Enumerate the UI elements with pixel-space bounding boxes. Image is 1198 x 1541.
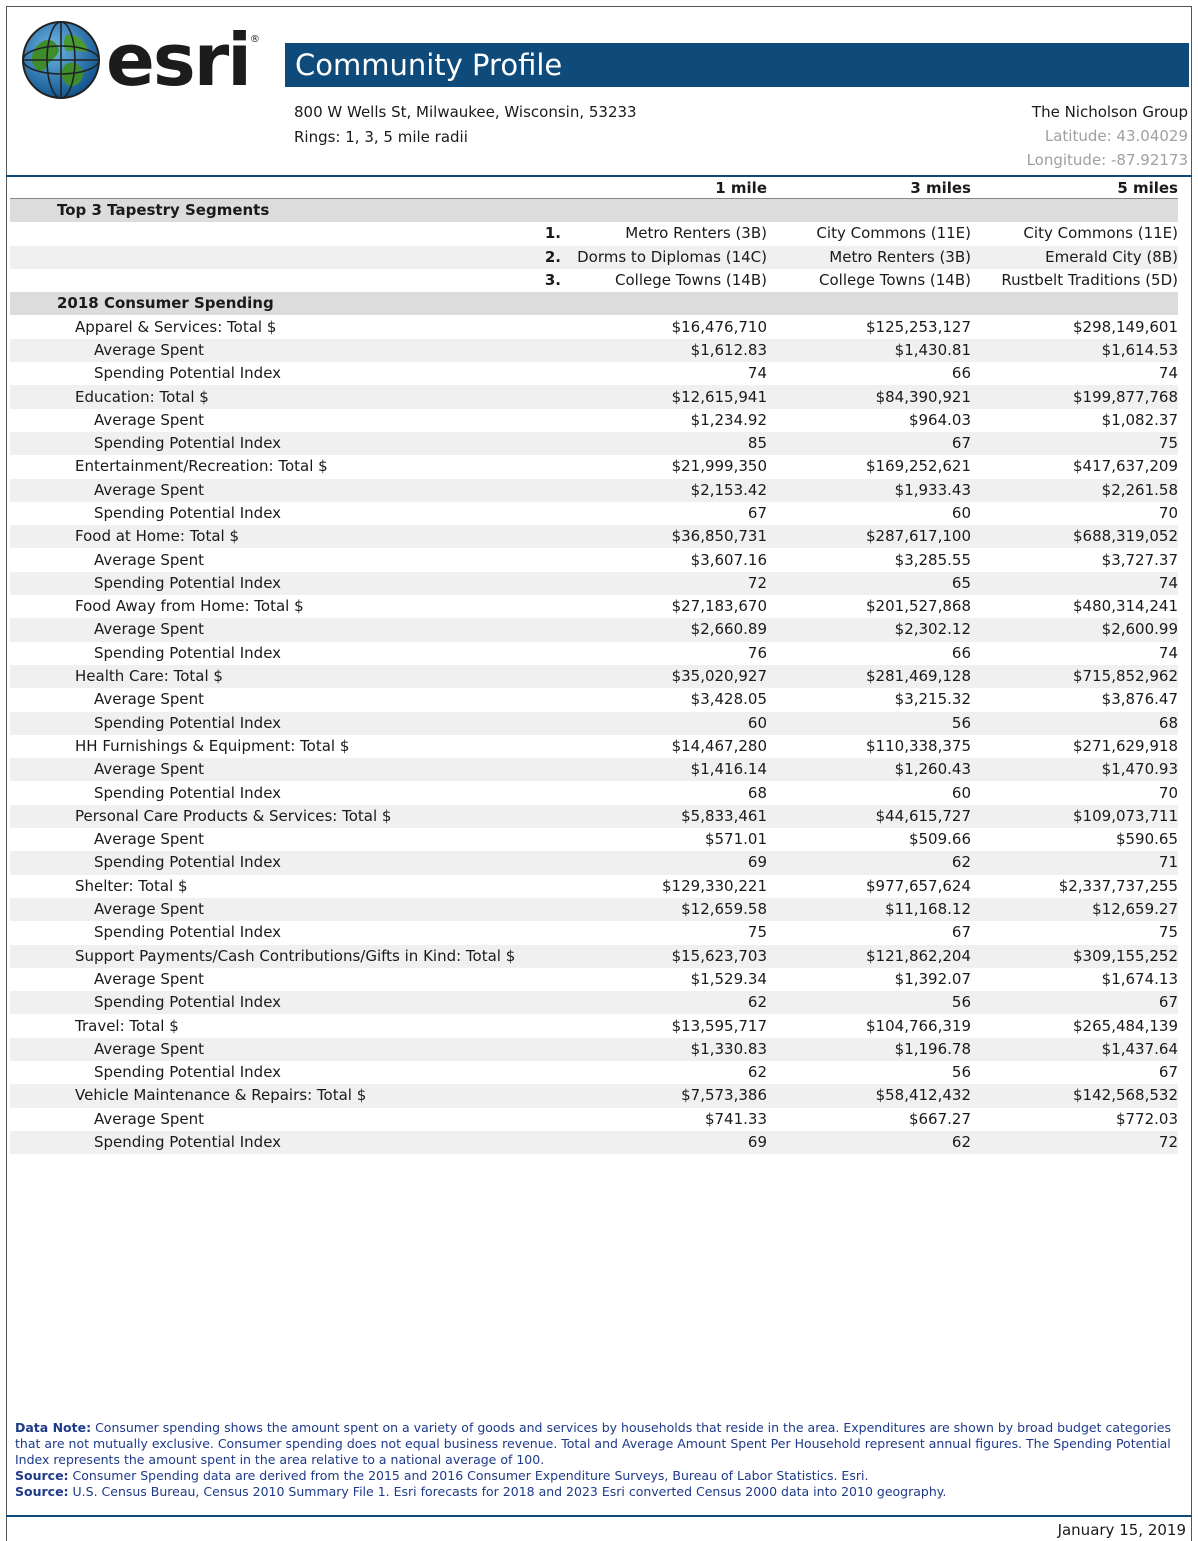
average-spent-label: Average Spent bbox=[94, 690, 205, 709]
avg-value: $3,607.16 bbox=[690, 550, 767, 569]
avg-value: $1,437.64 bbox=[971, 1038, 1178, 1061]
tapestry-row bbox=[10, 222, 1178, 245]
average-spent-row bbox=[10, 828, 1178, 851]
avg-value: $509.66 bbox=[908, 830, 971, 849]
avg-value: $11,168.12 bbox=[767, 898, 971, 921]
avg-value: $3,727.37 bbox=[1101, 550, 1178, 569]
total-value: $129,330,221 bbox=[662, 876, 767, 895]
spi-value: 66 bbox=[951, 643, 971, 662]
esri-logo bbox=[20, 20, 260, 100]
spi-value: 67 bbox=[1158, 1063, 1178, 1082]
average-spent-row bbox=[10, 548, 1178, 571]
spi-label: Spending Potential Index bbox=[10, 1131, 575, 1154]
longitude: Longitude: -87.92173 bbox=[1026, 151, 1188, 169]
avg-value: $1,196.78 bbox=[767, 1038, 971, 1061]
total-value: $44,615,727 bbox=[767, 805, 971, 828]
data-note-label: Data Note: bbox=[15, 1420, 92, 1435]
spi-value: 60 bbox=[951, 504, 971, 522]
org-name: The Nicholson Group bbox=[1031, 103, 1188, 121]
spending-section-title: 2018 Consumer Spending bbox=[10, 292, 575, 315]
col-header-5miles: 5 miles bbox=[971, 178, 1178, 199]
source-label: Source: bbox=[15, 1484, 69, 1499]
spi-value: 62 bbox=[575, 991, 767, 1014]
spi-row bbox=[10, 781, 1178, 804]
avg-value: $964.03 bbox=[908, 410, 971, 429]
category-total-row bbox=[10, 455, 1178, 478]
total-value: $142,568,532 bbox=[971, 1084, 1178, 1107]
spi-value: 70 bbox=[1158, 783, 1178, 802]
category-label: Apparel & Services: Total $ bbox=[75, 317, 277, 336]
tapestry-segment: City Commons (11E) bbox=[1023, 224, 1178, 243]
spi-row bbox=[10, 921, 1178, 944]
spi-value: 56 bbox=[951, 1063, 971, 1082]
avg-value: $2,261.58 bbox=[971, 479, 1178, 502]
spi-label: Spending Potential Index bbox=[94, 923, 282, 942]
total-value: $287,617,100 bbox=[767, 525, 971, 548]
spi-value: 76 bbox=[747, 643, 767, 662]
spi-value: 56 bbox=[767, 712, 971, 735]
col-header-1mile: 1 mile bbox=[575, 178, 767, 199]
avg-value: $1,529.34 bbox=[690, 969, 767, 988]
spi-value: 72 bbox=[575, 572, 767, 595]
category-total-row bbox=[10, 945, 1178, 968]
category-label: Vehicle Maintenance & Repairs: Total $ bbox=[10, 1084, 575, 1107]
total-value: $21,999,350 bbox=[671, 457, 767, 476]
tapestry-segment: Metro Renters (3B) bbox=[625, 224, 767, 243]
tapestry-segment: Emerald City (8B) bbox=[971, 246, 1178, 269]
data-note-text: Consumer spending shows the amount spent on a variety of goods and services by households that reside in the area. Expenditures are shown by broad budget categories that are not mutually exclusive. Consumer spending does not equal business revenue. Total and Average Amount Spent Per Household represent annual figures. The Spending Potential Index represents the amount spent in the area relative to a national average of 100. bbox=[15, 1420, 1171, 1467]
avg-value: $571.01 bbox=[704, 830, 767, 849]
avg-value: $3,876.47 bbox=[1101, 690, 1178, 709]
header-divider bbox=[6, 175, 1192, 177]
avg-value: $12,659.27 bbox=[971, 898, 1178, 921]
spi-row bbox=[10, 712, 1178, 735]
avg-value: $1,430.81 bbox=[767, 339, 971, 362]
total-value: $199,877,768 bbox=[971, 385, 1178, 408]
avg-value: $1,614.53 bbox=[971, 339, 1178, 362]
spi-value: 74 bbox=[1158, 364, 1178, 383]
avg-value: $1,330.83 bbox=[575, 1038, 767, 1061]
spi-row bbox=[10, 642, 1178, 665]
total-value: $12,615,941 bbox=[575, 385, 767, 408]
address: 800 W Wells St, Milwaukee, Wisconsin, 53233 bbox=[294, 103, 637, 121]
tapestry-segment: City Commons (11E) bbox=[816, 224, 971, 243]
category-label: Food Away from Home: Total $ bbox=[75, 597, 304, 616]
spi-value: 85 bbox=[575, 432, 767, 455]
spi-value: 67 bbox=[767, 432, 971, 455]
category-label: Travel: Total $ bbox=[75, 1016, 179, 1035]
spi-value: 70 bbox=[1158, 504, 1178, 522]
avg-value: $3,285.55 bbox=[894, 550, 971, 569]
spi-value: 62 bbox=[767, 851, 971, 874]
section-empty-cell bbox=[971, 199, 1178, 223]
total-value: $977,657,624 bbox=[866, 876, 971, 895]
tapestry-segment: College Towns (14B) bbox=[819, 271, 971, 290]
total-value: $281,469,128 bbox=[767, 665, 971, 688]
average-spent-label: Average Spent bbox=[10, 758, 575, 781]
spi-label: Spending Potential Index bbox=[94, 364, 282, 383]
section-empty-cell bbox=[575, 199, 767, 223]
tapestry-segment: Dorms to Diplomas (14C) bbox=[575, 246, 767, 269]
average-spent-label: Average Spent bbox=[10, 339, 575, 362]
section-empty-cell bbox=[767, 199, 971, 223]
average-spent-label: Average Spent bbox=[94, 410, 205, 429]
spi-label: Spending Potential Index bbox=[10, 712, 575, 735]
data-notes bbox=[15, 1420, 1187, 1500]
total-value: $35,020,927 bbox=[575, 665, 767, 688]
category-label: Education: Total $ bbox=[10, 385, 575, 408]
avg-value: $1,612.83 bbox=[575, 339, 767, 362]
average-spent-row bbox=[10, 618, 1178, 641]
total-value: $14,467,280 bbox=[671, 736, 767, 755]
spi-value: 69 bbox=[575, 1131, 767, 1154]
section-empty-cell bbox=[971, 292, 1178, 315]
total-value: $36,850,731 bbox=[575, 525, 767, 548]
average-spent-row bbox=[10, 339, 1178, 362]
average-spent-label: Average Spent bbox=[10, 479, 575, 502]
avg-value: $741.33 bbox=[704, 1109, 767, 1128]
average-spent-row bbox=[10, 968, 1178, 991]
category-label: Shelter: Total $ bbox=[75, 876, 188, 895]
total-value: $688,319,052 bbox=[971, 525, 1178, 548]
col-header-3miles: 3 miles bbox=[767, 178, 971, 199]
org-info bbox=[1027, 100, 1188, 172]
spi-label: Spending Potential Index bbox=[94, 504, 282, 522]
tapestry-rank: 2. bbox=[10, 246, 575, 269]
category-total-row bbox=[10, 385, 1178, 408]
spi-value: 74 bbox=[971, 572, 1178, 595]
tapestry-rank: 3. bbox=[544, 271, 561, 290]
total-value: $104,766,319 bbox=[866, 1016, 971, 1035]
spi-value: 75 bbox=[971, 432, 1178, 455]
rings: Rings: 1, 3, 5 mile radii bbox=[294, 128, 468, 146]
spi-value: 75 bbox=[1158, 923, 1178, 942]
tapestry-segment: Metro Renters (3B) bbox=[767, 246, 971, 269]
spi-label: Spending Potential Index bbox=[94, 783, 282, 802]
avg-value: $2,302.12 bbox=[767, 618, 971, 641]
report-date: January 15, 2019 bbox=[1057, 1521, 1186, 1539]
globe-icon bbox=[20, 19, 102, 101]
location-info bbox=[294, 100, 637, 150]
avg-value: $667.27 bbox=[908, 1109, 971, 1128]
avg-value: $1,234.92 bbox=[690, 410, 767, 429]
spi-value: 71 bbox=[971, 851, 1178, 874]
category-label: Food at Home: Total $ bbox=[10, 525, 575, 548]
spi-label: Spending Potential Index bbox=[94, 1063, 282, 1082]
spi-row bbox=[10, 362, 1178, 385]
spending-table bbox=[10, 178, 1178, 1154]
spi-label: Spending Potential Index bbox=[10, 432, 575, 455]
spi-value: 72 bbox=[971, 1131, 1178, 1154]
avg-value: $1,933.43 bbox=[767, 479, 971, 502]
category-label: Personal Care Products & Services: Total $ bbox=[10, 805, 575, 828]
category-total-row bbox=[10, 1014, 1178, 1037]
tapestry-segment: College Towns (14B) bbox=[615, 271, 767, 290]
spi-row bbox=[10, 432, 1178, 455]
section-empty-cell bbox=[767, 292, 971, 315]
total-value: $121,862,204 bbox=[767, 945, 971, 968]
category-total-row bbox=[10, 1084, 1178, 1107]
total-value: $16,476,710 bbox=[671, 317, 767, 336]
category-total-row bbox=[10, 735, 1178, 758]
average-spent-label: Average Spent bbox=[10, 618, 575, 641]
tapestry-row bbox=[10, 246, 1178, 269]
total-value: $58,412,432 bbox=[767, 1084, 971, 1107]
total-value: $298,149,601 bbox=[1073, 317, 1178, 336]
total-value: $417,637,209 bbox=[1073, 457, 1178, 476]
spi-value: 74 bbox=[747, 364, 767, 383]
tapestry-section-row bbox=[10, 199, 1178, 223]
avg-value: $772.03 bbox=[1115, 1109, 1178, 1128]
category-total-row bbox=[10, 875, 1178, 898]
total-value: $309,155,252 bbox=[971, 945, 1178, 968]
category-label: Entertainment/Recreation: Total $ bbox=[75, 457, 328, 476]
average-spent-row bbox=[10, 1038, 1178, 1061]
spi-label: Spending Potential Index bbox=[10, 991, 575, 1014]
footer-divider bbox=[6, 1515, 1192, 1517]
total-value: $715,852,962 bbox=[971, 665, 1178, 688]
total-value: $125,253,127 bbox=[866, 317, 971, 336]
total-value: $201,527,868 bbox=[866, 597, 971, 616]
category-label: HH Furnishings & Equipment: Total $ bbox=[75, 736, 350, 755]
spi-value: 66 bbox=[951, 364, 971, 383]
total-value: $7,573,386 bbox=[575, 1084, 767, 1107]
spi-row bbox=[10, 572, 1178, 595]
avg-value: $1,260.43 bbox=[767, 758, 971, 781]
spi-value: 68 bbox=[971, 712, 1178, 735]
avg-value: $2,660.89 bbox=[575, 618, 767, 641]
avg-value: $3,428.05 bbox=[690, 690, 767, 709]
spending-section-row bbox=[10, 292, 1178, 315]
spi-row bbox=[10, 1131, 1178, 1154]
report-title: Community Profile bbox=[285, 43, 1189, 87]
total-value: $5,833,461 bbox=[575, 805, 767, 828]
spi-value: 56 bbox=[767, 991, 971, 1014]
total-value: $271,629,918 bbox=[1073, 736, 1178, 755]
spi-value: 68 bbox=[747, 783, 767, 802]
average-spent-label: Average Spent bbox=[94, 550, 205, 569]
spi-value: 74 bbox=[1158, 643, 1178, 662]
column-header-row bbox=[10, 178, 1178, 199]
spi-value: 67 bbox=[747, 504, 767, 522]
average-spent-label: Average Spent bbox=[94, 969, 205, 988]
tapestry-segment: Rustbelt Traditions (5D) bbox=[1001, 271, 1178, 290]
total-value: $2,337,737,255 bbox=[1058, 876, 1178, 895]
avg-value: $2,153.42 bbox=[575, 479, 767, 502]
spi-value: 67 bbox=[971, 991, 1178, 1014]
spi-row bbox=[10, 502, 1178, 525]
total-value: $109,073,711 bbox=[971, 805, 1178, 828]
average-spent-row bbox=[10, 479, 1178, 502]
spi-label: Spending Potential Index bbox=[94, 643, 282, 662]
spi-row bbox=[10, 851, 1178, 874]
avg-value: $2,600.99 bbox=[971, 618, 1178, 641]
total-value: $27,183,670 bbox=[671, 597, 767, 616]
registered-mark: ® bbox=[249, 34, 260, 45]
source-text-2: U.S. Census Bureau, Census 2010 Summary File 1. Esri forecasts for 2018 and 2023 Esri converted Census 2000 data into 2010 geography. bbox=[72, 1484, 947, 1499]
avg-value: $1,470.93 bbox=[971, 758, 1178, 781]
total-value: $169,252,621 bbox=[866, 457, 971, 476]
avg-value: $3,215.32 bbox=[894, 690, 971, 709]
spi-row bbox=[10, 991, 1178, 1014]
spi-label: Spending Potential Index bbox=[10, 572, 575, 595]
spi-value: 60 bbox=[575, 712, 767, 735]
spi-value: 62 bbox=[747, 1063, 767, 1082]
spi-value: 69 bbox=[575, 851, 767, 874]
spi-value: 75 bbox=[747, 923, 767, 942]
avg-value: $1,416.14 bbox=[575, 758, 767, 781]
avg-value: $12,659.58 bbox=[575, 898, 767, 921]
source-label: Source: bbox=[15, 1468, 69, 1483]
spi-value: 60 bbox=[951, 783, 971, 802]
total-value: $15,623,703 bbox=[575, 945, 767, 968]
category-total-row bbox=[10, 805, 1178, 828]
spi-value: 65 bbox=[767, 572, 971, 595]
spi-value: 62 bbox=[767, 1131, 971, 1154]
spi-row bbox=[10, 1061, 1178, 1084]
average-spent-label: Average Spent bbox=[10, 898, 575, 921]
source-text-1: Consumer Spending data are derived from the 2015 and 2016 Consumer Expenditure Surveys, Bureau of Labor Statistics. Esri. bbox=[72, 1468, 869, 1483]
total-value: $265,484,139 bbox=[1073, 1016, 1178, 1035]
average-spent-row bbox=[10, 898, 1178, 921]
tapestry-section-title: Top 3 Tapestry Segments bbox=[10, 199, 575, 223]
logo-wordmark: esri bbox=[106, 18, 250, 102]
average-spent-row bbox=[10, 688, 1178, 711]
tapestry-rank: 1. bbox=[544, 224, 561, 243]
category-total-row bbox=[10, 525, 1178, 548]
average-spent-label: Average Spent bbox=[10, 1038, 575, 1061]
category-label: Health Care: Total $ bbox=[10, 665, 575, 688]
avg-value: $590.65 bbox=[1115, 830, 1178, 849]
average-spent-label: Average Spent bbox=[94, 830, 205, 849]
total-value: $13,595,717 bbox=[671, 1016, 767, 1035]
total-value: $110,338,375 bbox=[866, 736, 971, 755]
category-total-row bbox=[10, 315, 1178, 338]
total-value: $480,314,241 bbox=[1073, 597, 1178, 616]
category-label: Support Payments/Cash Contributions/Gifts in Kind: Total $ bbox=[10, 945, 575, 968]
tapestry-row bbox=[10, 269, 1178, 292]
average-spent-label: Average Spent bbox=[94, 1109, 205, 1128]
spi-value: 67 bbox=[951, 923, 971, 942]
average-spent-row bbox=[10, 409, 1178, 432]
total-value: $84,390,921 bbox=[767, 385, 971, 408]
spi-label: Spending Potential Index bbox=[10, 851, 575, 874]
category-total-row bbox=[10, 665, 1178, 688]
average-spent-row bbox=[10, 758, 1178, 781]
avg-value: $1,674.13 bbox=[1101, 969, 1178, 988]
section-empty-cell bbox=[575, 292, 767, 315]
latitude: Latitude: 43.04029 bbox=[1044, 127, 1188, 145]
average-spent-row bbox=[10, 1108, 1178, 1131]
avg-value: $1,082.37 bbox=[1101, 410, 1178, 429]
category-total-row bbox=[10, 595, 1178, 618]
avg-value: $1,392.07 bbox=[894, 969, 971, 988]
